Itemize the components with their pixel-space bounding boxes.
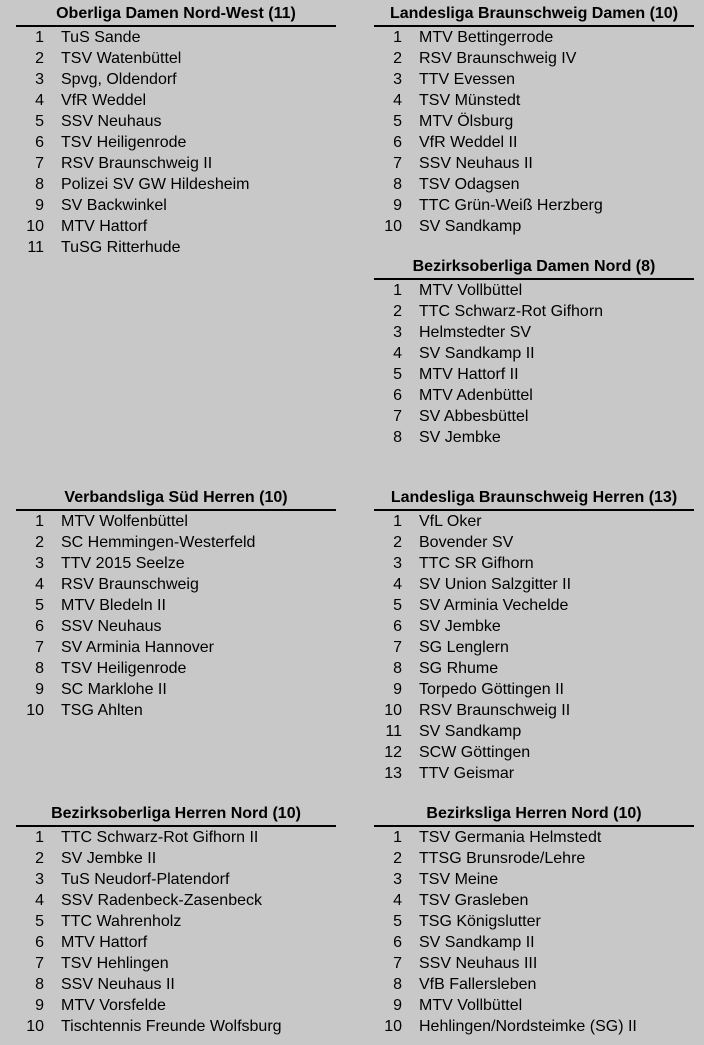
team-rank: 5 (393, 913, 402, 930)
team-rank: 6 (393, 618, 402, 635)
team-rank: 4 (393, 92, 402, 109)
team-name: Helmstedter SV (419, 324, 532, 341)
list-item (374, 153, 694, 174)
list-item (16, 153, 336, 174)
team-rank: 2 (35, 50, 44, 67)
team-name: TTC Wahrenholz (61, 913, 182, 930)
team-name: SV Sandkamp (419, 218, 522, 235)
team-rank: 8 (393, 429, 402, 446)
league-bezirksoberliga-damen (374, 257, 694, 448)
list-item (374, 1016, 694, 1037)
team-name: MTV Vollbüttel (419, 282, 523, 299)
team-name: SV Sandkamp II (419, 345, 535, 362)
team-name: TSV Heiligenrode (61, 134, 187, 151)
team-rank: 8 (35, 976, 44, 993)
team-name: SSV Neuhaus III (419, 955, 538, 972)
team-rank: 5 (393, 597, 402, 614)
list-item (374, 911, 694, 932)
list-item (16, 679, 336, 700)
list-item (374, 195, 694, 216)
team-name: VfR Weddel (61, 92, 147, 109)
team-name: SSV Radenbeck-Zasenbeck (61, 892, 262, 909)
list-item (374, 700, 694, 721)
list-item (374, 111, 694, 132)
list-item (374, 511, 694, 532)
team-name: Hehlingen/Nordsteimke (SG) II (419, 1018, 637, 1035)
league-oberliga-damen (16, 4, 336, 258)
team-rank: 1 (35, 829, 44, 846)
team-rank: 9 (35, 681, 44, 698)
list-item (16, 700, 336, 721)
list-item (16, 111, 336, 132)
team-rank: 6 (35, 618, 44, 635)
team-rank: 5 (35, 113, 44, 130)
list-item (16, 953, 336, 974)
team-name: TuSG Ritterhude (61, 239, 181, 256)
team-rank: 3 (35, 71, 44, 88)
league-verbandsliga-herren (16, 488, 336, 721)
team-rank: 6 (393, 934, 402, 951)
team-rank: 5 (35, 597, 44, 614)
team-name: SSV Neuhaus (61, 113, 162, 130)
list-item (16, 974, 336, 995)
team-rank: 9 (393, 997, 402, 1014)
list-item (374, 637, 694, 658)
list-item (374, 721, 694, 742)
team-name: SV Jembke II (61, 850, 157, 867)
team-name: MTV Hattorf (61, 934, 148, 951)
team-name: TTC Grün-Weiß Herzberg (419, 197, 603, 214)
team-rank: 3 (393, 324, 402, 341)
team-rank: 10 (26, 1018, 44, 1035)
team-rank: 6 (35, 134, 44, 151)
team-name: MTV Ölsburg (419, 113, 514, 130)
team-name: SC Marklohe II (61, 681, 167, 698)
team-rank: 10 (384, 702, 402, 719)
list-item (16, 511, 336, 532)
team-name: RSV Braunschweig IV (419, 50, 577, 67)
league-title: Bezirksliga Herren Nord (10) (374, 804, 694, 827)
list-item (16, 574, 336, 595)
list-item (374, 742, 694, 763)
team-rank: 2 (393, 303, 402, 320)
list-item (374, 343, 694, 364)
list-item (374, 848, 694, 869)
team-name: SV Abbesbüttel (419, 408, 529, 425)
team-name: VfR Weddel II (419, 134, 518, 151)
team-name: TTV Geismar (419, 765, 515, 782)
team-rank: 9 (393, 197, 402, 214)
team-rank: 7 (393, 408, 402, 425)
list-item (16, 890, 336, 911)
list-item (16, 932, 336, 953)
team-list (16, 511, 336, 721)
list-item (16, 911, 336, 932)
team-rank: 8 (35, 660, 44, 677)
team-rank: 5 (393, 366, 402, 383)
team-name: Polizei SV GW Hildesheim (61, 176, 250, 193)
list-item (374, 216, 694, 237)
list-item (374, 364, 694, 385)
list-item (374, 48, 694, 69)
team-name: MTV Vorsfelde (61, 997, 166, 1014)
list-item (16, 637, 336, 658)
team-name: TSV Germania Helmstedt (419, 829, 602, 846)
team-rank: 6 (393, 387, 402, 404)
list-item (16, 27, 336, 48)
team-name: SV Jembke (419, 429, 501, 446)
team-name: Bovender SV (419, 534, 514, 551)
team-name: MTV Adenbüttel (419, 387, 533, 404)
team-name: TSV Münstedt (419, 92, 521, 109)
team-rank: 3 (393, 71, 402, 88)
list-item (374, 827, 694, 848)
team-rank: 4 (35, 892, 44, 909)
team-name: TTV Evessen (419, 71, 516, 88)
team-name: Tischtennis Freunde Wolfsburg (61, 1018, 282, 1035)
list-item (374, 27, 694, 48)
team-rank: 8 (393, 976, 402, 993)
list-item (374, 385, 694, 406)
team-name: SG Lenglern (419, 639, 509, 656)
team-rank: 13 (384, 765, 402, 782)
list-item (374, 553, 694, 574)
team-rank: 2 (393, 534, 402, 551)
league-title: Bezirksoberliga Damen Nord (8) (374, 257, 694, 280)
list-item (374, 658, 694, 679)
team-rank: 8 (393, 176, 402, 193)
team-name: TTV 2015 Seelze (61, 555, 185, 572)
team-name: SV Union Salzgitter II (419, 576, 572, 593)
team-rank: 9 (35, 997, 44, 1014)
team-rank: 5 (35, 913, 44, 930)
team-rank: 10 (384, 1018, 402, 1035)
team-rank: 7 (393, 155, 402, 172)
team-rank: 9 (35, 197, 44, 214)
team-name: MTV Bledeln II (61, 597, 166, 614)
team-rank: 4 (393, 892, 402, 909)
list-item (374, 974, 694, 995)
team-rank: 5 (393, 113, 402, 130)
team-name: SSV Neuhaus II (61, 976, 175, 993)
list-item (16, 995, 336, 1016)
list-item (374, 679, 694, 700)
league-title: Landesliga Braunschweig Damen (10) (374, 4, 694, 27)
list-item (16, 195, 336, 216)
team-rank: 6 (35, 934, 44, 951)
team-name: TSG Königslutter (419, 913, 541, 930)
team-list (374, 27, 694, 237)
list-item (16, 90, 336, 111)
list-item (16, 553, 336, 574)
team-rank: 10 (26, 702, 44, 719)
team-list (16, 827, 336, 1037)
list-item (374, 280, 694, 301)
team-name: SV Arminia Vechelde (419, 597, 569, 614)
team-name: RSV Braunschweig II (61, 155, 213, 172)
league-landesliga-damen (374, 4, 694, 237)
team-name: TTC SR Gifhorn (419, 555, 534, 572)
list-item (16, 595, 336, 616)
team-name: RSV Braunschweig II (419, 702, 571, 719)
list-item (374, 869, 694, 890)
team-rank: 2 (35, 850, 44, 867)
list-item (374, 301, 694, 322)
team-name: RSV Braunschweig (61, 576, 199, 593)
list-item (16, 848, 336, 869)
team-rank: 4 (35, 576, 44, 593)
team-rank: 3 (35, 871, 44, 888)
team-name: TSV Heiligenrode (61, 660, 187, 677)
team-name: MTV Vollbüttel (419, 997, 523, 1014)
team-name: SV Sandkamp II (419, 934, 535, 951)
team-rank: 8 (35, 176, 44, 193)
team-name: SV Arminia Hannover (61, 639, 214, 656)
list-item (16, 48, 336, 69)
team-name: TTC Schwarz-Rot Gifhorn II (61, 829, 259, 846)
team-name: TSV Meine (419, 871, 499, 888)
list-item (374, 406, 694, 427)
league-bezirksliga-herren (374, 804, 694, 1037)
list-item (16, 1016, 336, 1037)
team-rank: 1 (35, 29, 44, 46)
list-item (16, 869, 336, 890)
list-item (374, 763, 694, 784)
team-rank: 1 (393, 282, 402, 299)
team-rank: 10 (384, 218, 402, 235)
team-name: TSG Ahlten (61, 702, 143, 719)
list-item (374, 995, 694, 1016)
list-item (374, 427, 694, 448)
team-list (374, 511, 694, 784)
list-item (374, 90, 694, 111)
team-name: TSV Grasleben (419, 892, 529, 909)
list-item (374, 322, 694, 343)
list-item (374, 932, 694, 953)
team-rank: 11 (385, 723, 402, 740)
list-item (374, 69, 694, 90)
team-name: TTC Schwarz-Rot Gifhorn (419, 303, 604, 320)
team-name: TSV Odagsen (419, 176, 520, 193)
team-name: TuS Sande (61, 29, 141, 46)
team-name: SC Hemmingen-Westerfeld (61, 534, 256, 551)
list-item (374, 532, 694, 553)
team-name: MTV Bettingerrode (419, 29, 554, 46)
league-title: Oberliga Damen Nord-West (11) (16, 4, 336, 27)
list-item (374, 132, 694, 153)
team-name: Torpedo Göttingen II (419, 681, 564, 698)
team-list (16, 27, 336, 258)
team-name: SG Rhume (419, 660, 499, 677)
team-rank: 9 (393, 681, 402, 698)
list-item (374, 890, 694, 911)
list-item (16, 616, 336, 637)
list-item (374, 616, 694, 637)
team-name: MTV Wolfenbüttel (61, 513, 188, 530)
list-item (16, 69, 336, 90)
team-rank: 4 (393, 345, 402, 362)
team-name: TSV Watenbüttel (61, 50, 182, 67)
list-item (16, 237, 336, 258)
team-name: SSV Neuhaus (61, 618, 162, 635)
team-name: SV Sandkamp (419, 723, 522, 740)
team-rank: 8 (393, 660, 402, 677)
team-name: TSV Hehlingen (61, 955, 169, 972)
team-list (374, 280, 694, 448)
team-rank: 2 (393, 50, 402, 67)
team-name: SV Backwinkel (61, 197, 167, 214)
team-name: VfL Oker (419, 513, 482, 530)
team-name: VfB Fallersleben (419, 976, 537, 993)
team-rank: 4 (35, 92, 44, 109)
list-item (16, 827, 336, 848)
team-rank: 7 (393, 955, 402, 972)
team-rank: 1 (393, 513, 402, 530)
list-item (374, 953, 694, 974)
team-rank: 2 (393, 850, 402, 867)
list-item (16, 216, 336, 237)
team-rank: 12 (384, 744, 402, 761)
list-item (16, 132, 336, 153)
team-name: MTV Hattorf II (419, 366, 519, 383)
team-rank: 7 (35, 955, 44, 972)
team-rank: 3 (393, 555, 402, 572)
team-name: SCW Göttingen (419, 744, 531, 761)
team-rank: 2 (35, 534, 44, 551)
team-rank: 3 (35, 555, 44, 572)
league-title: Verbandsliga Süd Herren (10) (16, 488, 336, 511)
list-item (374, 595, 694, 616)
team-rank: 7 (393, 639, 402, 656)
list-item (16, 658, 336, 679)
team-rank: 10 (26, 218, 44, 235)
team-name: TTSG Brunsrode/Lehre (419, 850, 586, 867)
league-bezirksoberliga-herren (16, 804, 336, 1037)
team-rank: 1 (35, 513, 44, 530)
team-name: TuS Neudorf-Platendorf (61, 871, 230, 888)
team-rank: 3 (393, 871, 402, 888)
team-name: MTV Hattorf (61, 218, 148, 235)
list-item (16, 174, 336, 195)
team-list (374, 827, 694, 1037)
team-name: SV Jembke (419, 618, 501, 635)
league-title: Bezirksoberliga Herren Nord (10) (16, 804, 336, 827)
team-rank: 1 (393, 29, 402, 46)
team-rank: 6 (393, 134, 402, 151)
list-item (374, 574, 694, 595)
team-rank: 4 (393, 576, 402, 593)
team-name: Spvg, Oldendorf (61, 71, 177, 88)
team-rank: 7 (35, 155, 44, 172)
team-rank: 1 (393, 829, 402, 846)
team-rank: 7 (35, 639, 44, 656)
league-landesliga-herren (374, 488, 694, 784)
list-item (16, 532, 336, 553)
list-item (374, 174, 694, 195)
league-title: Landesliga Braunschweig Herren (13) (374, 488, 694, 511)
team-rank: 11 (27, 239, 44, 256)
team-name: SSV Neuhaus II (419, 155, 533, 172)
